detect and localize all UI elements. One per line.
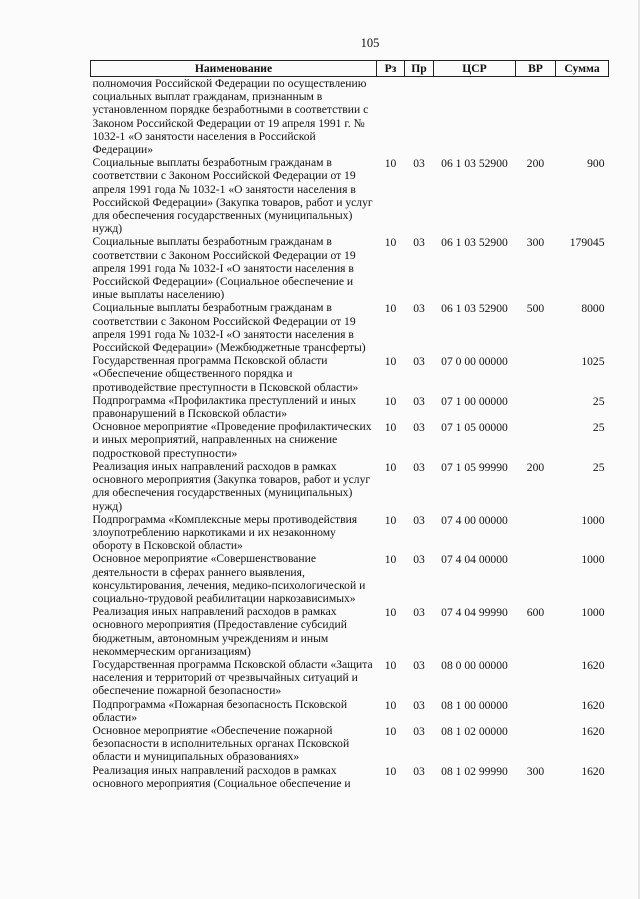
cell-csr: 07 1 05 00000 xyxy=(441,421,508,435)
cell-vr xyxy=(516,552,556,605)
cell-sum: 1000 xyxy=(581,606,605,620)
table-row xyxy=(91,764,609,790)
table-row xyxy=(91,235,609,301)
cell-vr: 500 xyxy=(526,302,545,316)
cell-name: Государственная программа Псковской области «Обеспечение общественного порядка и противодействие преступности в Псковской области» xyxy=(92,354,359,394)
cell-pr: 03 xyxy=(413,606,425,620)
cell-pr: 03 xyxy=(413,421,425,435)
cell-vr xyxy=(516,394,556,420)
cell-pr: 03 xyxy=(413,460,425,474)
cell-vr xyxy=(516,698,556,724)
cell-rz: 10 xyxy=(384,553,397,567)
cell-rz: 10 xyxy=(384,157,397,171)
cell-name: Социальные выплаты безработным гражданам в соответствии с Законом Российской Федерации от 19 апреля 1991 года № 1032-1 «О занятости населения в Российской Федерации» (Закупка товаров, работ и услуг для обеспечения государственных (муниципальных) нужд) xyxy=(92,156,373,236)
cell-vr xyxy=(516,354,556,394)
cell-sum: 1620 xyxy=(581,724,605,738)
header-rz: Рз xyxy=(377,61,405,77)
cell-name: Подпрограмма «Комплексные меры противодействия злоупотреблению наркотиками и их незаконному обороту в Псковской области» xyxy=(92,512,358,553)
cell-sum: 8000 xyxy=(581,302,605,316)
cell-name: Основное мероприятие «Совершенствование деятельности в сферах раннего выявления, консультирования, лечения, медико-психологической и социально-трудовой реабилитации наркозависимых» xyxy=(92,552,366,605)
cell-name: Социальные выплаты безработным гражданам в соответствии с Законом Российской Федерации от 19 апреля 1991 года № 1032-I «О занятости населения в Российской Федерации» (Социальное обеспечение и иные выплаты населению) xyxy=(92,235,356,302)
header-pr: Пр xyxy=(405,61,434,77)
cell-vr: 200 xyxy=(526,460,545,474)
cell-csr: 08 1 02 99990 xyxy=(441,764,508,778)
cell-sum: 1620 xyxy=(581,698,605,712)
cell-name: Подпрограмма «Профилактика преступлений и иных правонарушений в Псковской области» xyxy=(92,393,357,421)
cell-sum: 179045 xyxy=(569,236,605,250)
header-vr: ВР xyxy=(516,61,556,77)
cell-name: Подпрограмма «Пожарная безопасность Псковской области» xyxy=(92,697,348,724)
cell-csr: 07 0 00 00000 xyxy=(441,355,508,369)
cell-csr: 06 1 03 52900 xyxy=(441,302,508,316)
table-row xyxy=(91,552,609,605)
cell-pr: 03 xyxy=(413,724,425,738)
cell-csr: 07 1 00 00000 xyxy=(441,394,508,408)
table-row xyxy=(91,658,609,698)
cell-csr xyxy=(434,77,516,157)
table-row xyxy=(91,156,609,235)
cell-csr: 08 1 02 00000 xyxy=(441,724,508,738)
cell-rz: 10 xyxy=(384,724,397,738)
cell-rz: 10 xyxy=(384,764,397,778)
table-body xyxy=(91,77,609,790)
cell-vr xyxy=(516,513,556,553)
cell-rz: 10 xyxy=(384,658,397,672)
cell-pr: 03 xyxy=(413,698,425,712)
cell-pr: 03 xyxy=(413,394,425,408)
cell-vr: 300 xyxy=(526,764,545,778)
cell-sum: 1000 xyxy=(581,513,605,527)
cell-name: Государственная программа Псковской области «Защита населения и территорий от чрезвычайных ситуаций и обеспечение пожарной безопасности» xyxy=(92,657,373,698)
cell-pr xyxy=(405,77,434,157)
cell-sum: 1025 xyxy=(581,355,605,369)
page-number: 105 xyxy=(360,36,380,50)
cell-name: полномочия Российской Федерации по осуществлению социальных выплат гражданам, признанным в установленном порядке безработными в соответствии с Законом Российской Федерации от 19 апреля 1991 г. № 1032-1 «О занятости населения в Российской Федерации» xyxy=(91,77,377,157)
cell-rz: 10 xyxy=(384,302,397,316)
cell-csr: 07 4 00 00000 xyxy=(441,513,508,527)
cell-csr: 06 1 03 52900 xyxy=(441,157,508,171)
cell-rz: 10 xyxy=(384,698,397,712)
table-row xyxy=(91,394,609,420)
header-name: Наименование xyxy=(91,61,377,77)
cell-vr xyxy=(516,724,556,764)
cell-vr: 200 xyxy=(526,157,545,171)
cell-vr: 300 xyxy=(526,236,545,250)
cell-sum: 1000 xyxy=(581,553,605,567)
cell-name: Социальные выплаты безработным гражданам в соответствии с Законом Российской Федерации от 19 апреля 1991 года № 1032-I «О занятости населения в Российской Федерации» (Межбюджетные трансферты) xyxy=(92,301,366,355)
header-sum: Сумма xyxy=(556,61,609,77)
table-row xyxy=(91,605,609,658)
cell-vr xyxy=(516,420,556,460)
cell-rz: 10 xyxy=(384,236,397,250)
cell-pr: 03 xyxy=(413,764,425,778)
cell-sum: 1620 xyxy=(581,764,605,778)
cell-vr xyxy=(516,658,556,698)
table-row xyxy=(91,724,609,764)
table-row xyxy=(91,513,609,553)
cell-name: Основное мероприятие «Проведение профилактических и иных мероприятий, направленных на снижение подростковой преступности» xyxy=(92,420,372,460)
cell-csr: 08 1 00 00000 xyxy=(441,698,508,712)
table-row xyxy=(91,354,609,394)
header-csr: ЦСР xyxy=(434,61,516,77)
cell-csr: 07 4 04 00000 xyxy=(441,553,508,567)
cell-pr: 03 xyxy=(413,355,425,369)
cell-sum xyxy=(556,77,609,157)
cell-sum: 25 xyxy=(592,394,605,408)
table-header xyxy=(91,61,609,77)
table-row xyxy=(91,460,609,513)
cell-sum: 25 xyxy=(592,460,605,474)
cell-sum: 900 xyxy=(587,157,605,171)
table-row xyxy=(91,698,609,724)
table-row xyxy=(91,301,609,354)
cell-pr: 03 xyxy=(413,513,425,527)
cell-pr: 03 xyxy=(413,658,425,672)
cell-rz: 10 xyxy=(384,355,397,369)
cell-sum: 25 xyxy=(592,421,605,435)
cell-rz: 10 xyxy=(384,421,397,435)
cell-name: Реализация иных направлений расходов в рамках основного мероприятия (Предоставление субсидий бюджетным, автономным учреждениям и иным некоммерческим организациям) xyxy=(92,605,347,658)
cell-rz xyxy=(377,77,405,157)
cell-rz: 10 xyxy=(384,513,397,527)
cell-csr: 07 1 05 99990 xyxy=(441,460,508,474)
cell-name: Реализация иных направлений расходов в рамках основного мероприятия (Закупка товаров, работ и услуг для обеспечения государственных (муниципальных) нужд) xyxy=(92,459,371,513)
cell-rz: 10 xyxy=(384,394,397,408)
cell-pr: 03 xyxy=(413,236,425,250)
cell-csr: 08 0 00 00000 xyxy=(441,658,508,672)
cell-name: Основное мероприятие «Обеспечение пожарной безопасности в исполнительных органах Псковской области и муниципальных образованиях» xyxy=(92,723,350,764)
cell-name: Реализация иных направлений расходов в рамках основного мероприятия (Социальное обеспечение и xyxy=(92,763,351,790)
cell-csr: 07 4 04 99990 xyxy=(441,606,508,620)
cell-sum: 1620 xyxy=(581,658,605,672)
cell-rz: 10 xyxy=(384,460,397,474)
cell-pr: 03 xyxy=(413,157,425,171)
budget-table xyxy=(90,60,609,790)
table-row xyxy=(91,77,609,157)
cell-pr: 03 xyxy=(413,302,425,316)
cell-rz: 10 xyxy=(384,606,397,620)
cell-vr xyxy=(516,77,556,157)
cell-csr: 06 1 03 52900 xyxy=(441,236,508,250)
cell-pr: 03 xyxy=(413,553,425,567)
cell-vr: 600 xyxy=(526,606,545,620)
table-row xyxy=(91,420,609,460)
